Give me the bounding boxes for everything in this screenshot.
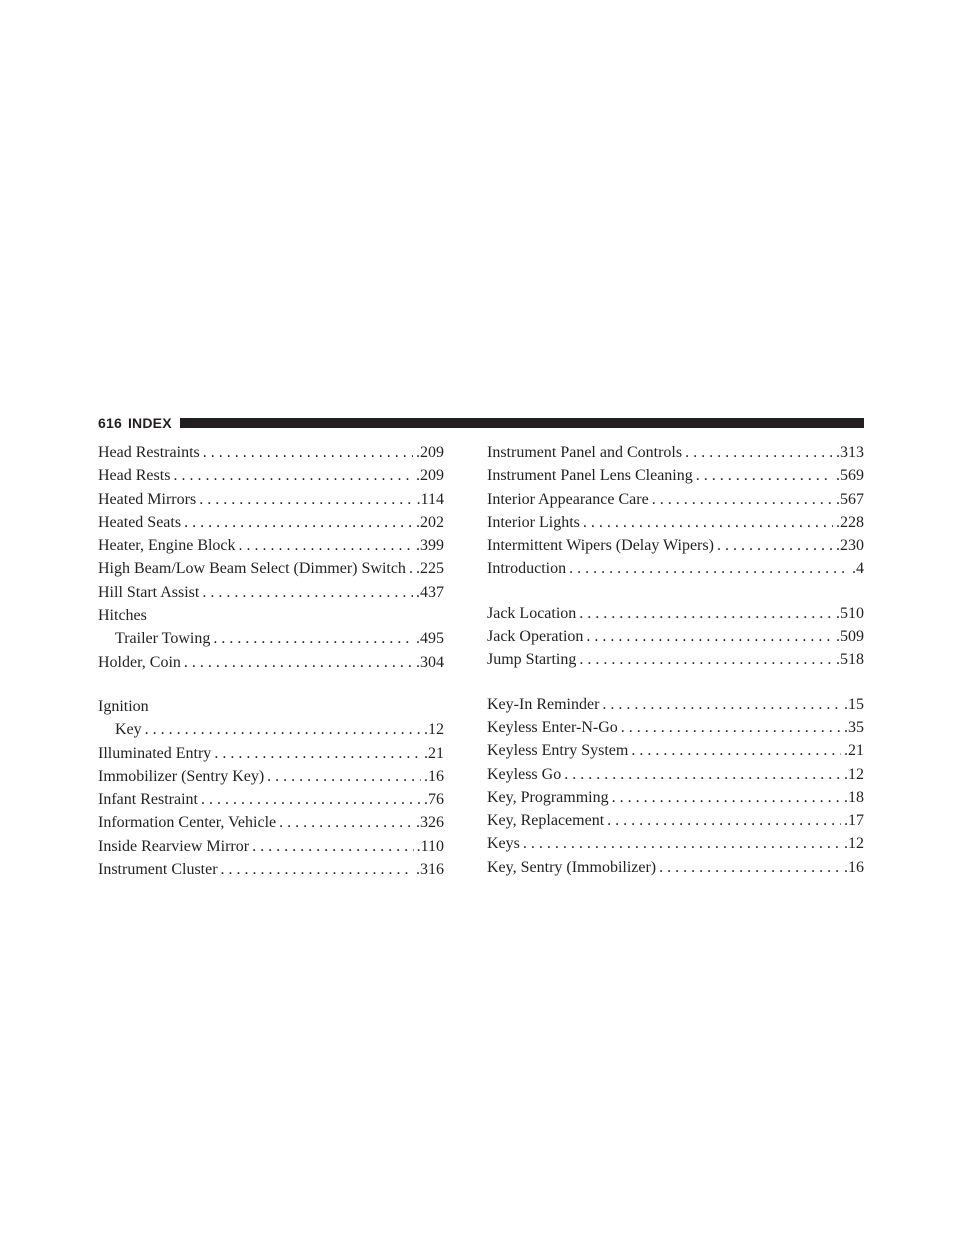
index-entry (487, 464, 864, 487)
index-entry (487, 786, 864, 809)
entry-page: .304 (416, 653, 444, 671)
index-entry (487, 739, 864, 762)
index-entry (487, 441, 864, 464)
entry-label: Infant Restraint (98, 791, 198, 809)
entry-label: Keyless Entry System (487, 742, 629, 760)
dot-leader (652, 488, 833, 511)
dot-leader (279, 811, 413, 834)
entry-label: Instrument Panel Lens Cleaning (487, 467, 693, 485)
entry-page: .567 (836, 490, 864, 508)
entry-label: Holder, Coin (98, 653, 181, 671)
index-entry (98, 511, 444, 534)
entry-page: .21 (844, 742, 864, 760)
entry-label: Jack Operation (487, 628, 584, 646)
entry-label: Key, Sentry (Immobilizer) (487, 858, 657, 876)
entry-page: .316 (416, 861, 444, 879)
index-entry (98, 557, 444, 580)
index-entry (487, 693, 864, 716)
dot-leader (201, 788, 421, 811)
entry-label: Illuminated Entry (98, 744, 212, 762)
entry-page: .18 (844, 788, 864, 806)
entry-page: .399 (416, 537, 444, 555)
index-entry (487, 511, 864, 534)
dot-leader (239, 534, 413, 557)
entry-page: .209 (416, 467, 444, 485)
dot-leader (583, 511, 833, 534)
index-entry (487, 856, 864, 879)
index-entry (487, 809, 864, 832)
entry-page: .16 (424, 767, 444, 785)
index-entry (487, 648, 864, 671)
entry-page: .230 (836, 537, 864, 555)
dot-leader (184, 511, 413, 534)
entry-page: .15 (844, 695, 864, 713)
dot-leader (409, 557, 413, 580)
dot-leader (579, 648, 833, 671)
letter-gap (487, 672, 864, 693)
entry-label: Heater, Engine Block (98, 537, 236, 555)
entry-label: Intermittent Wipers (Delay Wipers) (487, 537, 714, 555)
dot-leader (184, 651, 413, 674)
entry-label: Key (115, 721, 142, 739)
index-entry (98, 835, 444, 858)
entry-page: .12 (844, 835, 864, 853)
index-entry (98, 581, 444, 604)
entry-page: .76 (424, 791, 444, 809)
entry-page: .326 (416, 814, 444, 832)
entry-label: Trailer Towing (115, 630, 211, 648)
entry-label: Inside Rearview Mirror (98, 837, 250, 855)
entry-page: .228 (836, 513, 864, 531)
entry-label: Heated Seats (98, 513, 182, 531)
section-title: INDEX (127, 415, 172, 431)
index-entry (98, 765, 444, 788)
dot-leader (252, 835, 414, 858)
index-column-right (487, 441, 864, 879)
entry-page: .12 (844, 765, 864, 783)
entry-label: Instrument Panel and Controls (487, 444, 683, 461)
entry-label: Jack Location (487, 604, 577, 622)
index-entry (487, 716, 864, 739)
entry-page: .510 (836, 604, 864, 622)
dot-leader (685, 441, 833, 464)
dot-leader (607, 809, 841, 832)
index-entry (487, 763, 864, 786)
entry-label: Keys (487, 835, 520, 853)
index-entry (98, 858, 444, 881)
index-entry (487, 602, 864, 625)
entry-page: .209 (416, 444, 444, 461)
entry-page: .114 (416, 490, 444, 508)
index-entry (98, 788, 444, 811)
index-heading: Hitches (98, 607, 147, 625)
entry-label: Introduction (487, 560, 567, 578)
dot-leader (199, 488, 413, 511)
entry-label: Jump Starting (487, 651, 577, 669)
entry-page: .17 (844, 812, 864, 830)
index-entry (98, 651, 444, 674)
index-entry (487, 625, 864, 648)
index-entry (98, 464, 444, 487)
dot-leader (569, 557, 849, 580)
dot-leader (523, 832, 841, 855)
entry-page: .509 (836, 628, 864, 646)
entry-page: .313 (836, 444, 864, 461)
dot-leader (602, 693, 841, 716)
dot-leader (145, 718, 421, 741)
entry-label: Information Center, Vehicle (98, 814, 277, 832)
entry-page: .495 (416, 630, 444, 648)
entry-page: .35 (844, 718, 864, 736)
dot-leader (579, 602, 833, 625)
entry-label: Instrument Cluster (98, 861, 218, 879)
dot-leader (586, 625, 833, 648)
entry-label: Interior Appearance Care (487, 490, 649, 508)
dot-leader (717, 534, 833, 557)
entry-label: Heated Mirrors (98, 490, 197, 508)
dot-leader (564, 763, 841, 786)
index-heading: Ignition (98, 697, 149, 715)
header-rule (180, 418, 864, 428)
dot-leader (214, 742, 421, 765)
letter-gap (98, 674, 444, 695)
entry-page: .569 (836, 467, 864, 485)
entry-label: Hill Start Assist (98, 583, 200, 601)
entry-label: Immobilizer (Sentry Key) (98, 767, 265, 785)
entry-label: Head Restraints (98, 444, 200, 461)
entry-label: Key-In Reminder (487, 695, 600, 713)
dot-leader (173, 464, 413, 487)
index-entry (487, 557, 864, 580)
dot-leader (612, 786, 841, 809)
index-entry (98, 534, 444, 557)
page-header (98, 412, 864, 434)
index-column-left (98, 441, 444, 881)
index-subentry (98, 627, 444, 650)
entry-label: Key, Programming (487, 788, 609, 806)
dot-leader (221, 858, 413, 881)
entry-page: .437 (416, 583, 444, 601)
entry-page: .202 (416, 513, 444, 531)
index-entry (98, 811, 444, 834)
index-entry (98, 441, 444, 464)
index-subentry (98, 718, 444, 741)
dot-leader (621, 716, 841, 739)
entry-label: Keyless Go (487, 765, 562, 783)
dot-leader (202, 581, 413, 604)
entry-page: .110 (416, 837, 444, 855)
index-entry (487, 534, 864, 557)
entry-label: Interior Lights (487, 513, 580, 531)
index-entry (98, 488, 444, 511)
dot-leader (203, 441, 413, 464)
entry-page: .21 (424, 744, 444, 762)
entry-page: .12 (424, 721, 444, 739)
dot-leader (659, 856, 841, 879)
entry-label: High Beam/Low Beam Select (Dimmer) Switch (98, 560, 406, 578)
entry-label: Head Rests (98, 467, 171, 485)
index-entry (98, 742, 444, 765)
entry-label: Key, Replacement (487, 812, 605, 830)
dot-leader (696, 464, 833, 487)
dot-leader (213, 627, 413, 650)
entry-page: .16 (844, 858, 864, 876)
dot-leader (631, 739, 841, 762)
dot-leader (267, 765, 421, 788)
entry-page: .225 (416, 560, 444, 578)
letter-gap (487, 581, 864, 602)
entry-page: .4 (852, 560, 864, 578)
entry-label: Keyless Enter-N-Go (487, 718, 618, 736)
entry-page: .518 (836, 651, 864, 669)
index-entry (487, 488, 864, 511)
page-number: 616 (98, 415, 122, 431)
index-entry (487, 832, 864, 855)
